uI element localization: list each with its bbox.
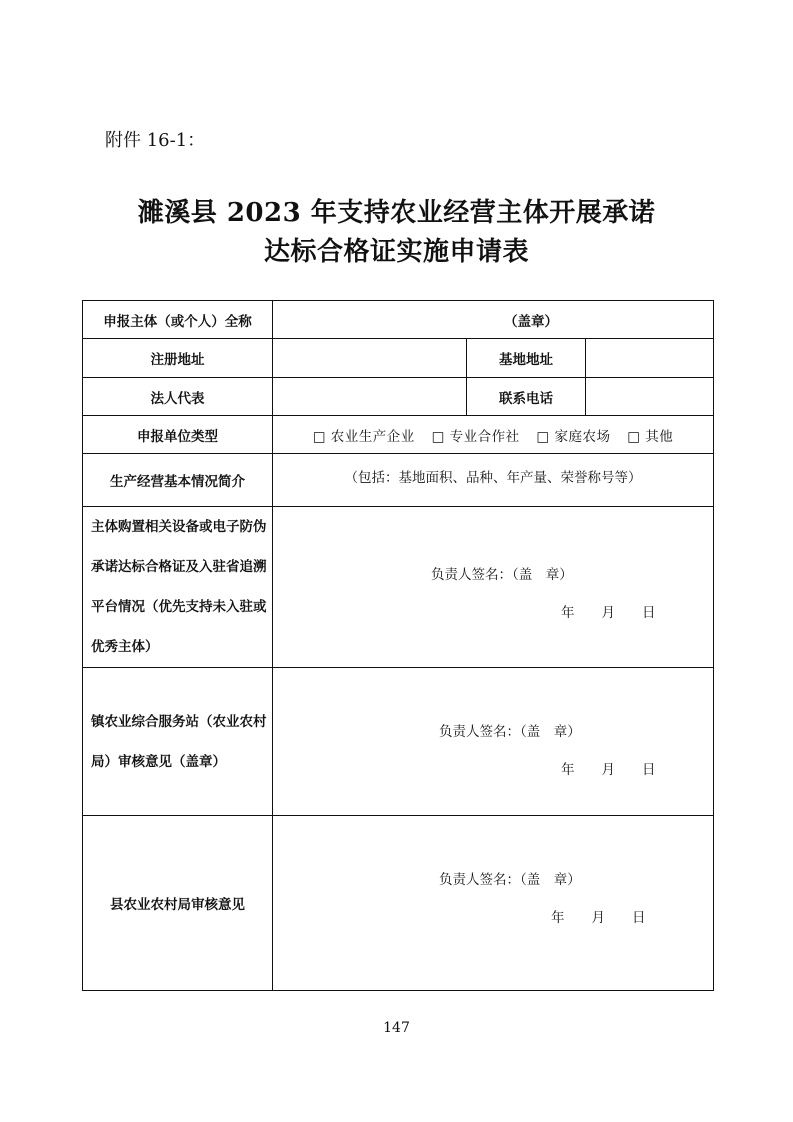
base-address-label: 基地地址 [467,339,586,378]
intro-field[interactable] [273,454,714,507]
option-other[interactable]: □ 其他 [627,428,674,445]
equipment-label: 主体购置相关设备或电子防伪承诺达标合格证及入驻省追溯平台情况（优先支持未入驻或优秀主体） [83,507,273,668]
county-review-field[interactable] [273,816,714,991]
unit-type-label: 申报单位类型 [83,416,273,454]
row-intro [83,454,714,507]
applicant-stamp[interactable]: （盖章） [273,301,714,339]
title-line-2: 达标合格证实施申请表 [263,237,529,267]
row-town-review [83,668,714,816]
option-agri-enterprise[interactable]: □ 农业生产企业 [312,428,415,445]
title-line-1: 濉溪县 2023 年支持农业经营主体开展承诺 [137,198,656,228]
row-equipment [83,507,714,668]
row-legal [83,378,714,416]
county-review-label: 县农业农村局审核意见 [83,816,273,991]
equipment-date: 年 月 日 [561,605,656,621]
row-unit-type [83,416,714,454]
option-cooperative[interactable]: □ 专业合作社 [431,428,520,445]
row-county-review [83,816,714,991]
town-review-field[interactable] [273,668,714,816]
base-address-field[interactable] [586,339,714,378]
county-date: 年 月 日 [551,910,646,926]
applicant-label: 申报主体（或个人）全称 [83,301,273,339]
unit-type-options [273,416,714,454]
intro-label: 生产经营基本情况简介 [83,454,273,507]
equipment-field[interactable] [273,507,714,668]
reg-address-field[interactable] [273,339,467,378]
row-applicant [83,301,714,339]
phone-field[interactable] [586,378,714,416]
legal-rep-label: 法人代表 [83,378,273,416]
row-address [83,339,714,378]
phone-label: 联系电话 [467,378,586,416]
page-number: 147 [383,1020,410,1036]
option-family-farm[interactable]: □ 家庭农场 [536,428,611,445]
legal-rep-field[interactable] [273,378,467,416]
equipment-signature: 负责人签名：（盖 章） [431,567,573,583]
town-date: 年 月 日 [561,762,656,778]
town-signature: 负责人签名：（盖 章） [439,724,581,740]
town-review-label: 镇农业综合服务站（农业农村局）审核意见（盖章） [83,668,273,816]
county-signature: 负责人签名：（盖 章） [439,872,581,888]
reg-address-label: 注册地址 [83,339,273,378]
application-form [82,300,714,991]
annex-label: 附件 16-1： [105,130,206,151]
intro-hint: （包括：基地面积、品种、年产量、荣誉称号等） [344,470,642,486]
